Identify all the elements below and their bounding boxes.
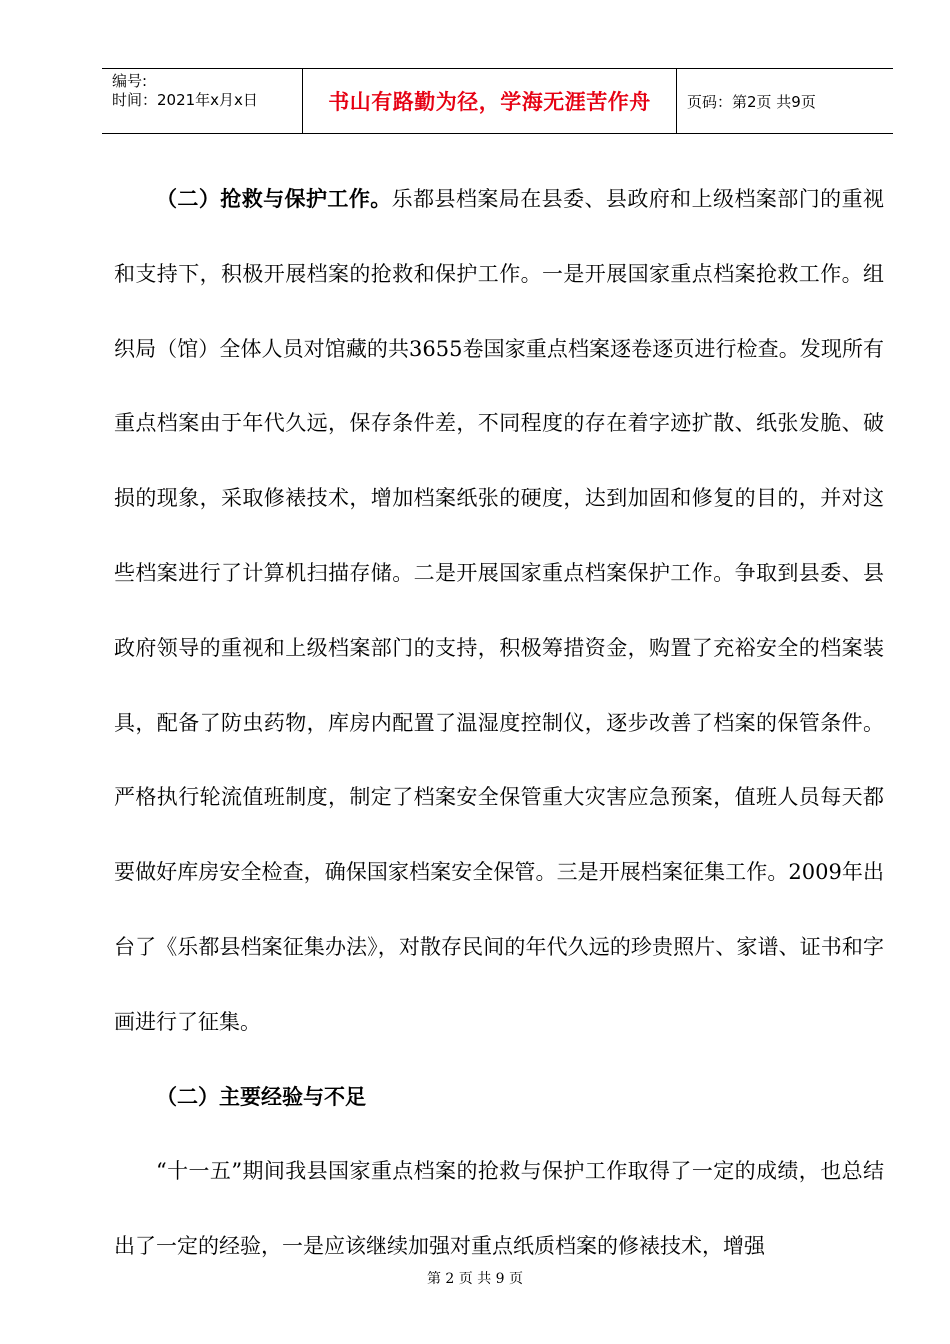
page-footer: 第 2 页 共 9 页 (426, 1271, 524, 1287)
paragraph-experience: “十一五”期间我县国家重点档案的抢救与保护工作取得了一定的成绩，也总结出了一定的经验，一是应该继续加强对重点纸质档案的修裱技术，增强 (114, 1159, 884, 1259)
header-meta-cell (102, 69, 303, 133)
document-header (102, 68, 893, 134)
paragraph-lead-heading: （二）抢救与保护工作。 (156, 186, 392, 211)
header-page-number: 页码：第2页 共9页 (687, 92, 816, 111)
paragraph-rescue-protection (114, 162, 884, 1060)
section-heading: （二）主要经验与不足 (156, 1083, 366, 1109)
document-body (114, 162, 884, 1284)
header-motto: 书山有路勤为径，学海无涯苦作舟 (303, 69, 677, 133)
document-date-label: 时间：2021年x月x日 (112, 91, 258, 109)
document-code-label: 编号: (112, 72, 148, 90)
paragraph-body-text: 乐都县档案局在县委、县政府和上级档案部门的重视和支持下，积极开展档案的抢救和保护工作。一是开展国家重点档案抢救工作。组织局（馆）全体人员对馆藏的共3655卷国家重点档案逐卷逐页进行检查。发现所有重点档案由于年代久远，保存条件差，不同程度的存在着字迹扩散、纸张发脆、破损的现象，采取修裱技术，增加档案纸张的硬度，达到加固和修复的目的，并对这些档案进行了计算机扫描存储。二是开展国家重点档案保护工作。争取到县委、县政府领导的重视和上级档案部门的支持，积极筹措资金，购置了充裕安全的档案装具，配备了防虫药物，库房内配置了温湿度控制仪，逐步改善了档案的保管条件。严格执行轮流值班制度，制定了档案安全保管重大灾害应急预案，值班人员每天都要做好库房安全检查，确保国家档案安全保管。三是开展档案征集工作。2009年出台了《乐都县档案征集办法》，对散存民间的年代久远的珍贵照片、家谱、证书和字画进行了征集。 (114, 187, 885, 1034)
